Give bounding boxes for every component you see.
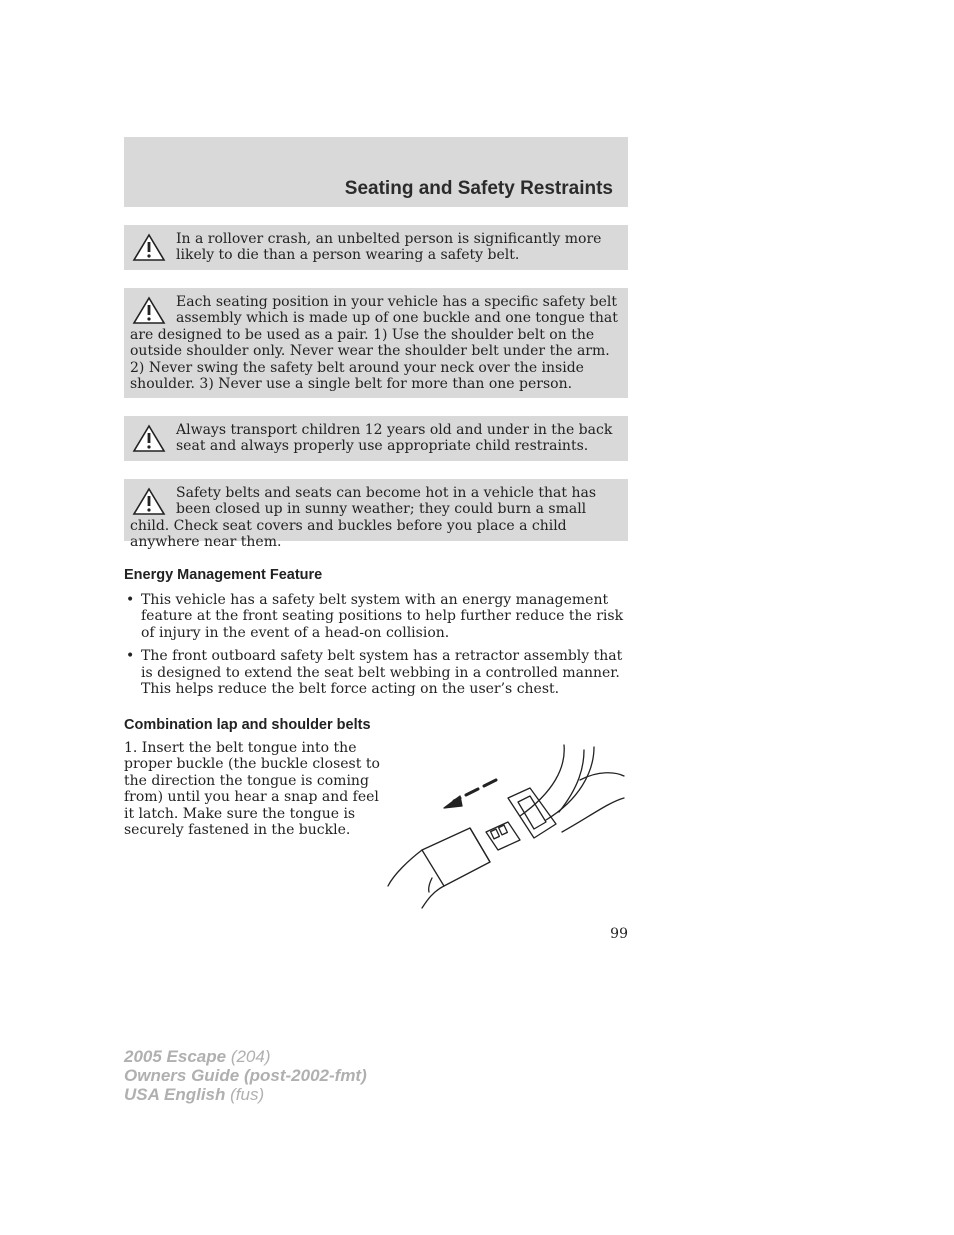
step-1-text: 1. Insert the belt tongue into the proper buckle (the buckle closest to the direction the tongue is coming from) until you hear a snap and feel it latch. Make sure the tongue is securely fastened in the buckle. <box>124 740 380 839</box>
warning-triangle-icon <box>132 233 166 263</box>
warning-box-hot-belts <box>124 479 628 551</box>
list-item: • The front outboard safety belt system has a retractor assembly that is designed to extend the seat belt webbing in a controlled manner. This helps reduce the belt force acting on the user’s chest. <box>126 648 623 698</box>
page-number: 99 <box>610 926 628 942</box>
bullet-icon: • <box>126 648 135 665</box>
warning-triangle-icon <box>132 296 166 326</box>
footer-line-2: Owners Guide (post-2002-fmt) <box>124 1066 367 1085</box>
warning-triangle-icon <box>132 424 166 454</box>
page-title: Seating and Safety Restraints <box>344 178 613 199</box>
bullet-icon: • <box>126 592 135 608</box>
warning-box-belt-assembly <box>124 288 628 398</box>
document-footer <box>124 1047 367 1104</box>
belt-buckle-illustration <box>384 742 628 912</box>
energy-management-heading: Energy Management Feature <box>124 567 323 583</box>
warning-box-children <box>124 416 628 461</box>
energy-bullet-list <box>124 592 628 704</box>
warning-text: In a rollover crash, an unbelted person is significantly more likely to die than a person wearing a safety belt. <box>176 231 602 264</box>
section-header-band <box>124 137 628 207</box>
combination-belts-heading: Combination lap and shoulder belts <box>124 717 371 733</box>
warning-triangle-icon <box>132 487 166 517</box>
footer-line-3: USA English (fus) <box>124 1085 265 1104</box>
warning-box-rollover <box>124 225 628 270</box>
warning-text: Safety belts and seats can become hot in a vehicle that has been closed up in sunny weather; they could burn a small child. Check seat covers and buckles before you place a child anywhere near them. <box>130 485 597 551</box>
footer-line-1: 2005 Escape (204) <box>124 1047 271 1066</box>
warning-text: Each seating position in your vehicle has a specific safety belt assembly which is made up of one buckle and one tongue that are designed to be used as a pair. 1) Use the shoulder belt on the outside shoulder only. Never wear the shoulder belt under the arm. 2) Never swing the safety belt around your neck over the inside shoulder. 3) Never use a single belt for more than one person. <box>130 294 618 393</box>
list-item: • This vehicle has a safety belt system with an energy management feature at the front seating positions to help further reduce the risk of injury in the event of a head-on collision. <box>126 592 624 641</box>
warning-text: Always transport children 12 years old and under in the back seat and always properly use appropriate child restraints. <box>176 422 613 455</box>
